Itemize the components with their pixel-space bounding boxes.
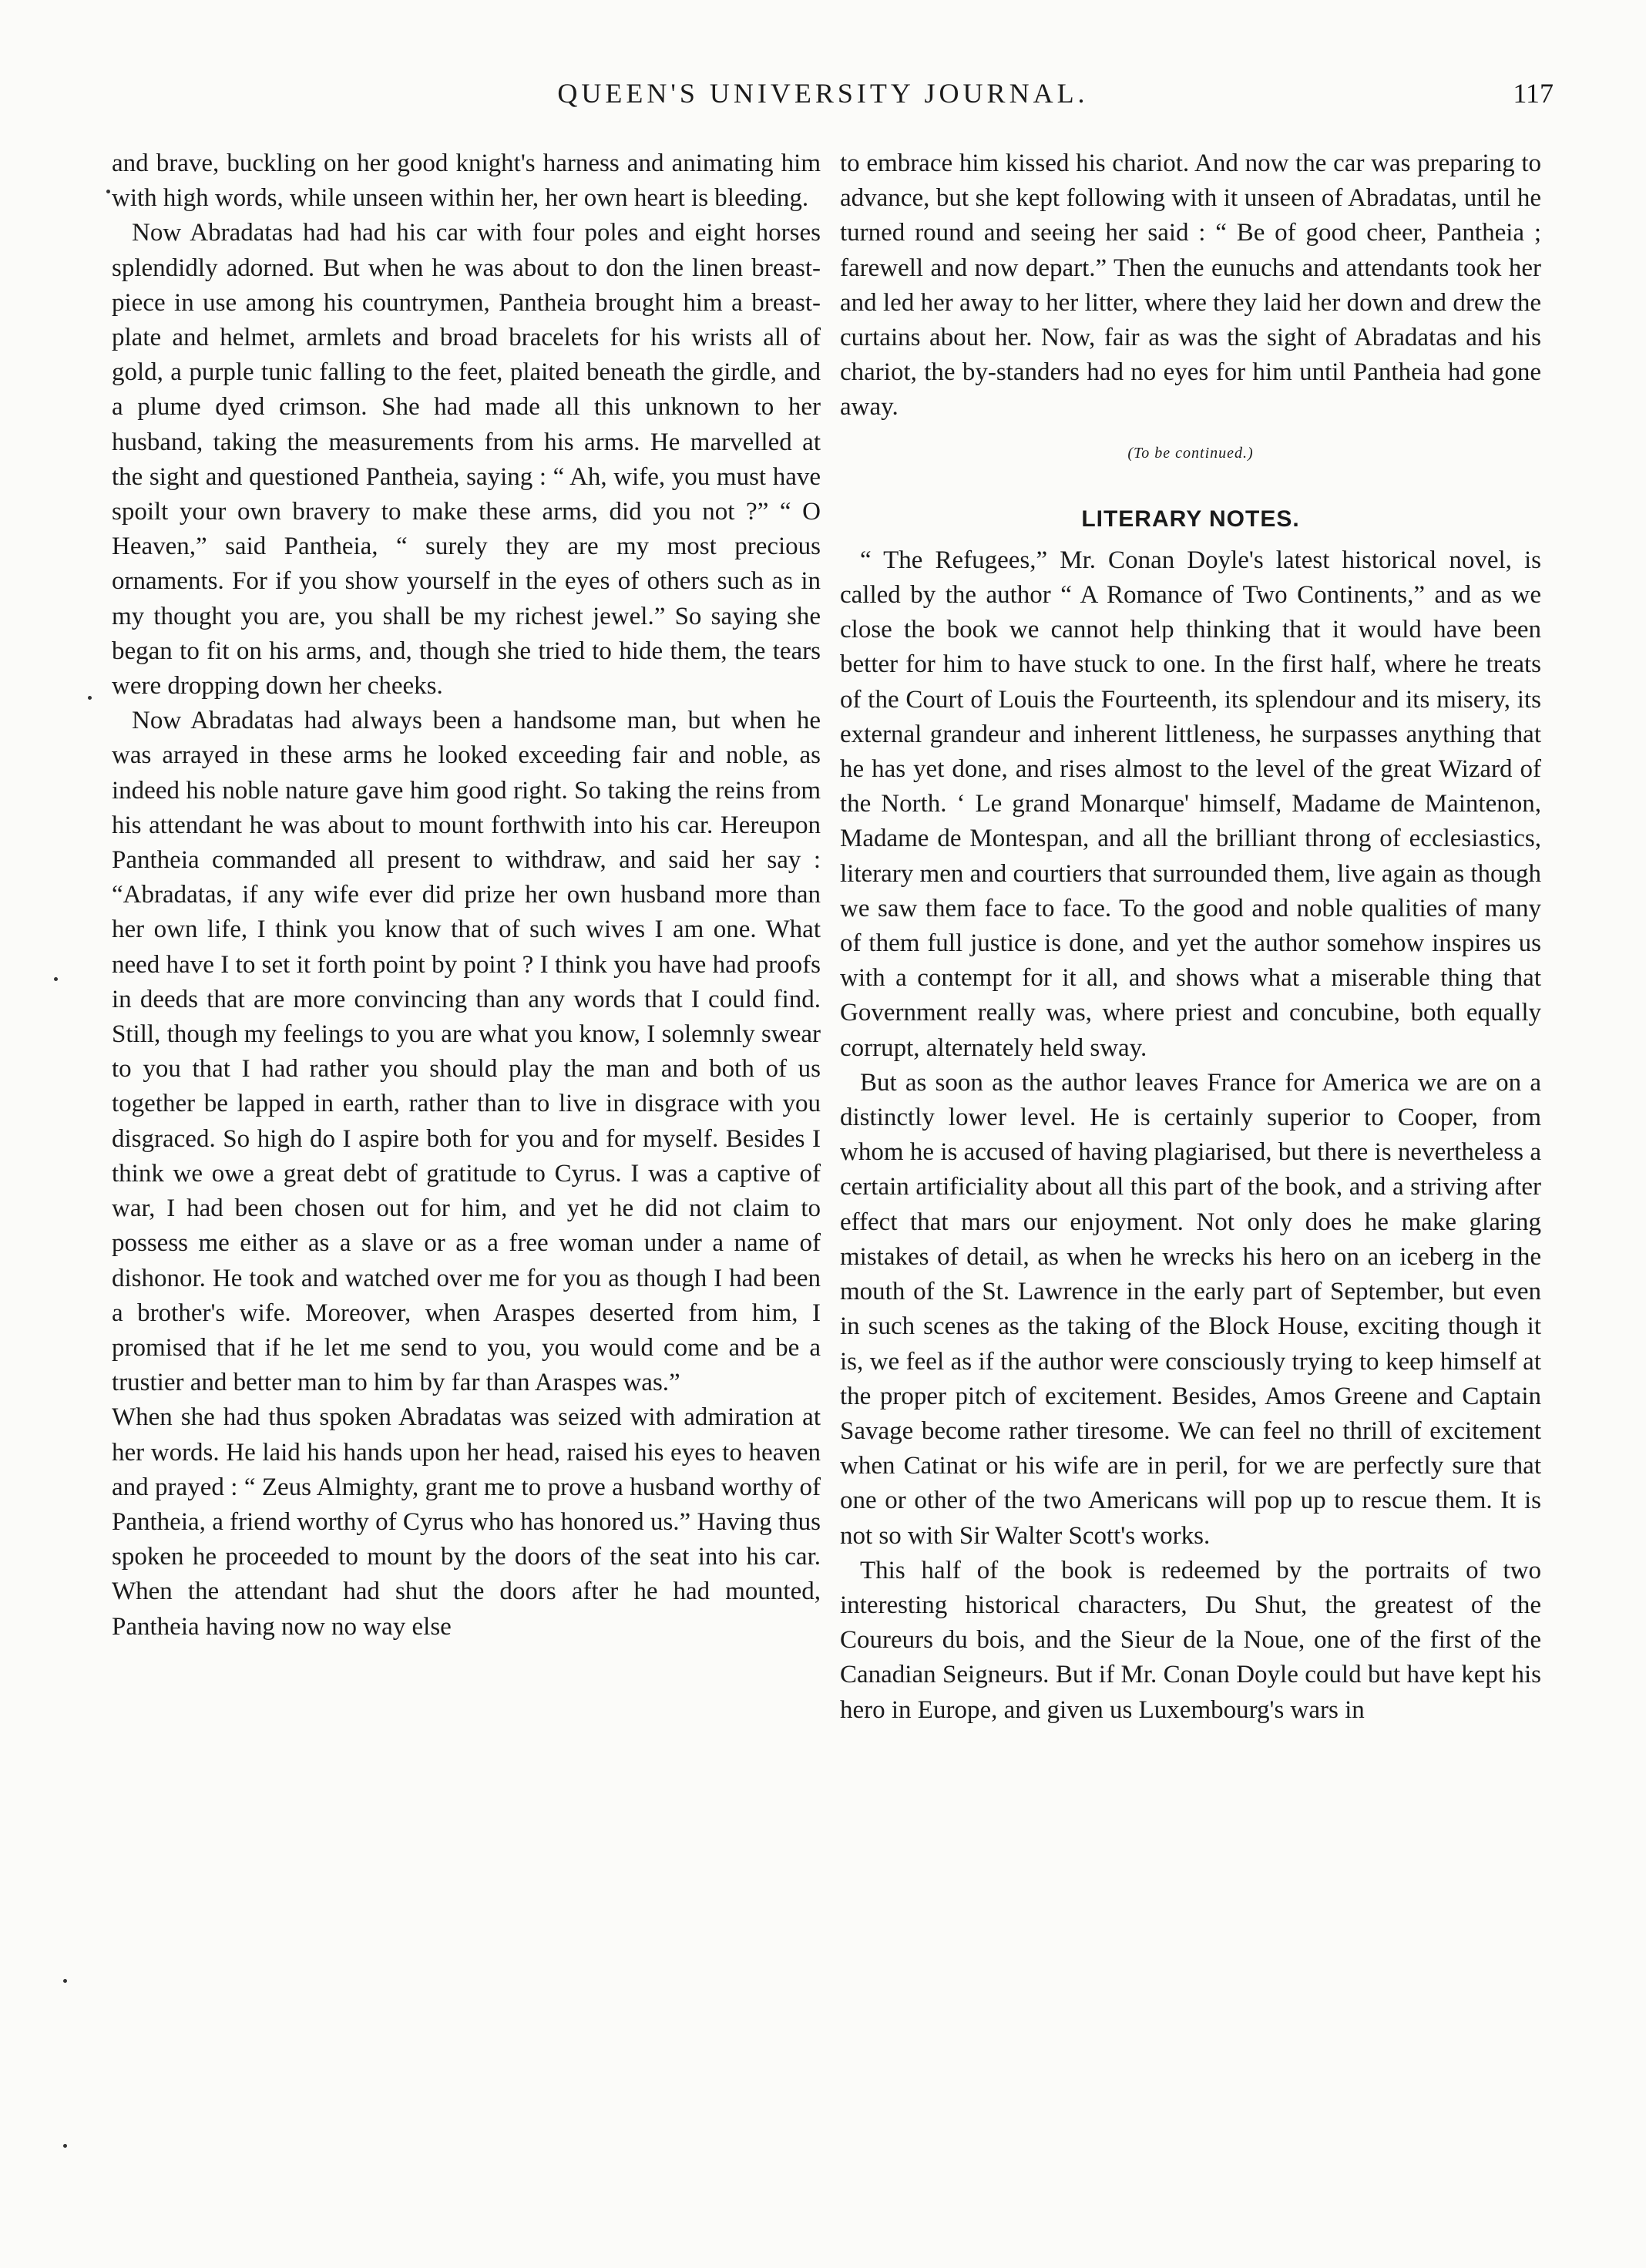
right-column xyxy=(840,146,1541,1728)
paragraph: This half of the book is redeemed by the portraits of two interesting historical characters, Du Shut, the greatest of the Coureurs du bois, and the Sieur de la Noue, one of the first of the Canadian Seigneurs. But if Mr. Conan Doyle could but have kept his hero in Europe, and given us Luxembourg's wars in xyxy=(840,1556,1541,1724)
paragraph: When she had thus spoken Abradatas was seized with admiration at her words. He laid his hands upon her head, raised his eyes to heaven and prayed : “ Zeus Almighty, grant me to prove a husband worthy of Pantheia, a friend worthy of Cyrus who has honored us.” Having thus spoken he proceeded to mount by the doors of the seat into his car. When the attendant had shut the doors after he had mounted, Pantheia having now no way else xyxy=(112,1403,821,1641)
page-number: 117 xyxy=(1513,78,1554,109)
margin-speck xyxy=(54,977,58,981)
paragraph: Now Abradatas had always been a handsome man, but when he was arrayed in these arms he looked exceeding fair and noble, as indeed his noble nature gave him good right. So taking the reins from his attendant he was about to mount forthwith into his car. Hereupon Pantheia commanded all present to withdraw, and said her say : “Abradatas, if any wife ever did prize her own husband more than her own life, I think you know that of such wives I am one. What need have I to set it forth point by point ? I think you have had proofs in deeds that are more convincing than any words that I could find. Still, though my feelings to you are what you know, I solemnly swear to you that I had rather you should play the man and both of us together be lapped in earth, rather than to live in disgrace with you disgraced. So high do I aspire both for you and for myself. Besides I think we owe a great debt of gratitude to Cyrus. I was a captive of war, I had been chosen out for him, and yet he did not claim to possess me either as a slave or as a free woman under a name of dishonor. He took and watched over me for you as though I had been a brother's wife. Moreover, when Araspes deserted from him, I promised that if he let me send to you, you would come and be a trustier and better man to him by far than Araspes was.” xyxy=(112,707,821,1397)
paragraph: Now Abradatas had had his car with four poles and eight horses splendidly adorned. But when he was about to don the linen breast-piece in use among his countrymen, Pantheia brought him a breast-plate and helmet, armlets and broad bracelets for his wrists all of gold, a purple tunic falling to the feet, plaited beneath the girdle, and a plume dyed crimson. She had made all this unknown to her husband, taking the measurements from his arms. He marvelled at the sight and questioned Pantheia, saying : “ Ah, wife, you must have spoilt your own bravery to make these arms, did you not ?” “ O Heaven,” said Pantheia, “ surely they are my most precious ornaments. For if you show yourself in the eyes of others such as in my thought you are, you shall be my richest jewel.” So saying she began to fit on his arms, and, though she tried to hide them, the tears were dropping down her cheeks. xyxy=(112,219,821,701)
margin-speck xyxy=(63,2144,67,2148)
margin-speck xyxy=(63,1979,67,1983)
paragraph: and brave, buckling on her good knight's harness and animating him with high words, while unseen within her, her own heart is bleeding. xyxy=(112,150,821,213)
page-header xyxy=(0,77,1646,123)
paragraph: But as soon as the author leaves France for America we are on a distinctly lower level. He is certainly superior to Cooper, from whom he is accused of having plagiarised, but there is nevertheless a certain artificiality about all this part of the book, and a striving after effect that mars our enjoyment. Not only does he make glaring mistakes of detail, as when he wrecks his hero on an iceberg in the mouth of the St. Lawrence in the early part of September, but even in such scenes as the taking of the Block House, exciting though it is, we feel as if the author were consciously trying to keep himself at the proper pitch of excitement. Besides, Amos Greene and Captain Savage become rather tiresome. We can feel no thrill of excitement when Catinat or his wife are in peril, for we are perfectly sure that one or other of the two Americans will pop up to rescue them. It is not so with Sir Walter Scott's works. xyxy=(840,1068,1541,1550)
section-title: LITERARY NOTES. xyxy=(1081,506,1300,532)
left-column xyxy=(112,146,821,1645)
margin-speck xyxy=(106,190,110,193)
continued-note: (To be continued.) xyxy=(1127,444,1254,462)
running-head: QUEEN'S UNIVERSITY JOURNAL. xyxy=(557,78,1089,109)
margin-speck xyxy=(88,696,92,700)
paragraph: “ The Refugees,” Mr. Conan Doyle's latest historical novel, is called by the author “ A Romance of Two Continents,” and as we close the book we cannot help thinking that it would have been better for him to have stuck to one. In the first half, where he treats of the Court of Louis the Fourteenth, its splendour and its misery, its external grandeur and inherent littleness, he surpasses anything that he has yet done, and rises almost to the level of the great Wizard of the North. ‘ Le grand Monarque' himself, Madame de Maintenon, Madame de Montespan, and all the brilliant throng of ecclesiastics, literary men and courtiers that surrounded them, live again as though we saw them face to face. To the good and noble qualities of many of them full justice is done, and yet the author somehow inspires us with a contempt for it all, and shows what a miserable thing that Government really was, where priest and concubine, both equally corrupt, alternately held sway. xyxy=(840,546,1541,1062)
story-conclusion: to embrace him kissed his chariot. And now the car was preparing to advance, but she kept following with it unseen of Abradatas, until he turned round and seeing her said : “ Be of good cheer, Pantheia ; farewell and now depart.” Then the eunuchs and attendants took her and led her away to her litter, where they laid her down and drew the curtains about her. Now, fair as was the sight of Abradatas and his chariot, the by-standers had no eyes for him until Pantheia had gone away. xyxy=(840,150,1541,422)
